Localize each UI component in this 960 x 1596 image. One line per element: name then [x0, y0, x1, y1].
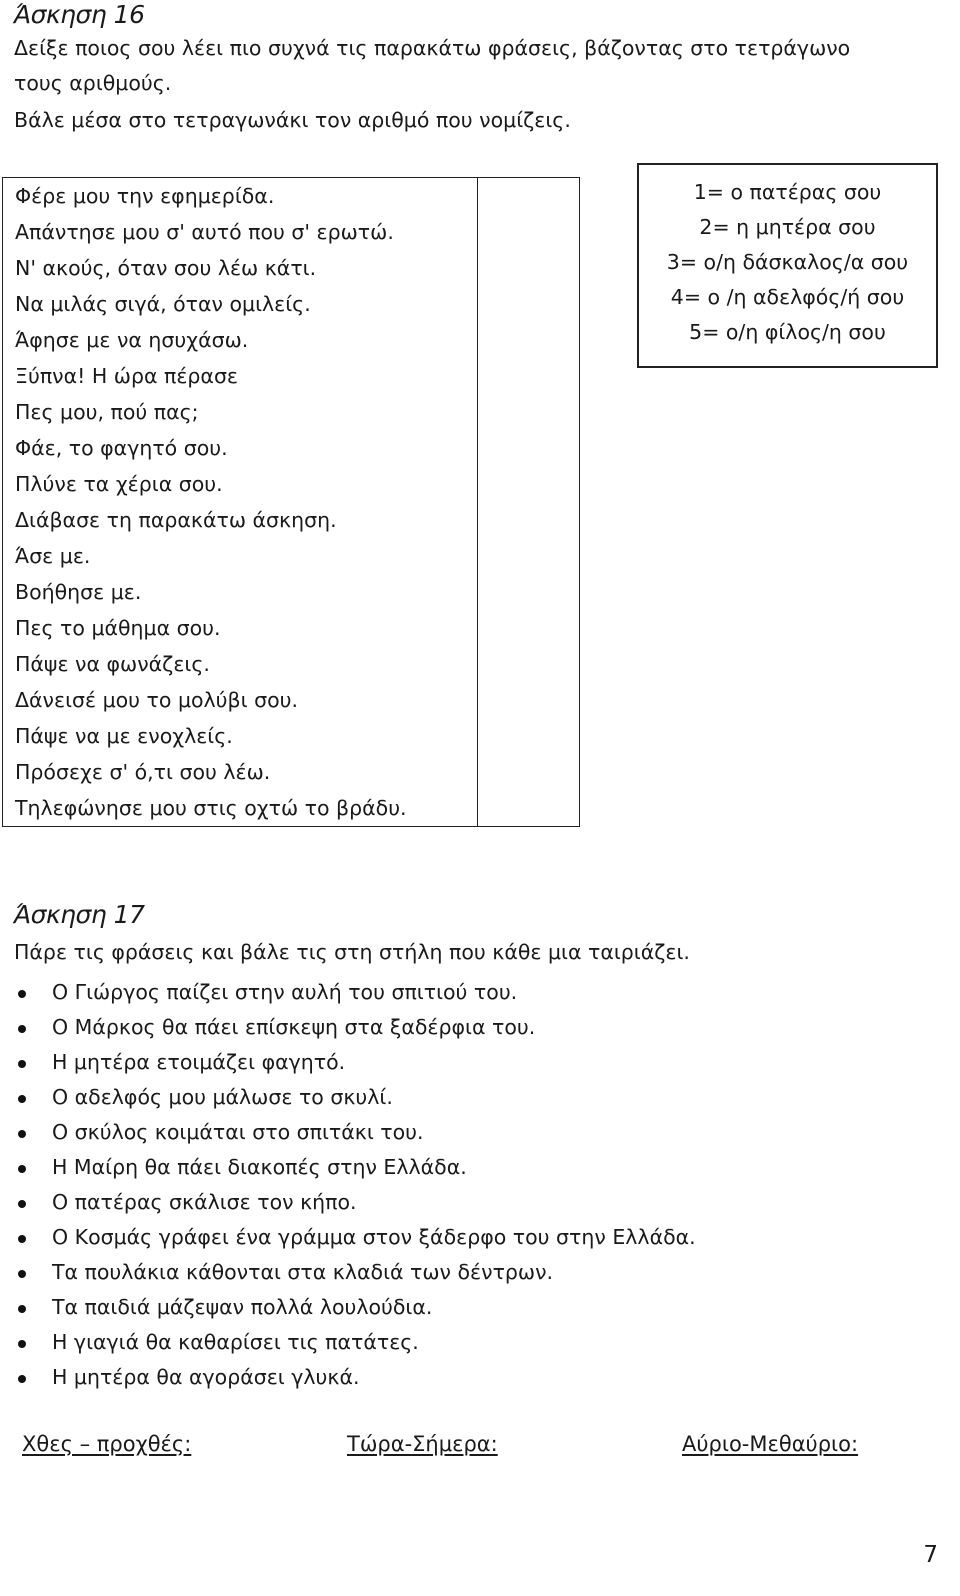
bullet-icon [18, 1340, 26, 1348]
phrase-item: Πλύνε τα χέρια σου. [15, 472, 223, 496]
phrase-item: Φάε, το φαγητό σου. [15, 436, 228, 460]
bullet-icon [18, 1060, 26, 1068]
phrase-item: Τηλεφώνησε μου στις οχτώ το βράδυ. [15, 796, 407, 820]
bullet-icon [18, 1095, 26, 1103]
bullet-icon [18, 1165, 26, 1173]
bullet-icon [18, 1375, 26, 1383]
phrase-item: Ξύπνα! Η ώρα πέρασε [15, 364, 239, 388]
phrase-item: Πες μου, πού πας; [15, 400, 199, 424]
answer-box-column[interactable] [478, 178, 580, 827]
phrase-item: Ν' ακούς, όταν σου λέω κάτι. [15, 256, 317, 280]
exercise-17-instruction: Πάρε τις φράσεις και βάλε τις στη στήλη που κάθε μια ταιριάζει. [14, 940, 690, 964]
phrase-item: Άσε με. [15, 544, 91, 568]
column-heading-present: Τώρα-Σήμερα: [347, 1432, 498, 1456]
phrase-column [3, 178, 478, 827]
phrase-item: Βοήθησε με. [15, 580, 142, 604]
legend-item: 3= ο/η δάσκαλος/α σου [666, 250, 909, 274]
exercise-16-instruction-line-2: τους αριθμούς. [14, 71, 172, 95]
phrase-item: Να μιλάς σιγά, όταν ομιλείς. [15, 292, 311, 316]
column-heading-future: Αύριο-Μεθαύριο: [682, 1432, 859, 1456]
phrase-item: Πάψε να φωνάζεις. [15, 652, 210, 676]
page-number: 7 [923, 1542, 938, 1568]
phrase-item: Πρόσεχε σ' ό,τι σου λέω. [15, 760, 271, 784]
phrase-table [2, 177, 580, 827]
bullet-icon [18, 1305, 26, 1313]
phrase-item: Φέρε μου την εφημερίδα. [15, 184, 275, 208]
exercise-16-instruction-line-1: Δείξε ποιος σου λέει πιο συχνά τις παρακάτω φράσεις, βάζοντας στο τετράγωνο [14, 36, 851, 60]
bullet-icon [18, 1025, 26, 1033]
bullet-icon [18, 1130, 26, 1138]
bullet-icon [18, 1270, 26, 1278]
column-heading-past: Χθες – προχθές: [22, 1432, 192, 1456]
phrase-item: Διάβασε τη παρακάτω άσκηση. [15, 508, 337, 532]
phrase-item: Άφησε με να ησυχάσω. [15, 328, 249, 352]
exercise-16-instruction-line-3: Βάλε μέσα στο τετραγωνάκι τον αριθμό που νομίζεις. [14, 108, 571, 132]
bullet-icon [18, 1200, 26, 1208]
legend-item: 4= ο /η αδελφός/ή σου [670, 285, 905, 309]
bullet-icon [18, 990, 26, 998]
phrase-item: Απάντησε μου σ' αυτό που σ' ερωτώ. [15, 220, 394, 244]
phrase-item: Δάνεισέ μου το μολύβι σου. [15, 688, 298, 712]
legend-item: 2= η μητέρα σου [699, 215, 876, 239]
bullet-icon [18, 1235, 26, 1243]
legend-box [637, 163, 938, 368]
exercise-16-title: Άσκηση 16 [14, 0, 145, 29]
exercise-17-title: Άσκηση 17 [14, 900, 145, 929]
phrase-item: Πάψε να με ενοχλείς. [15, 724, 233, 748]
legend-item: 5= ο/η φίλος/η σου [689, 320, 886, 344]
legend-item: 1= ο πατέρας σου [693, 180, 882, 204]
phrase-item: Πες το μάθημα σου. [15, 616, 221, 640]
